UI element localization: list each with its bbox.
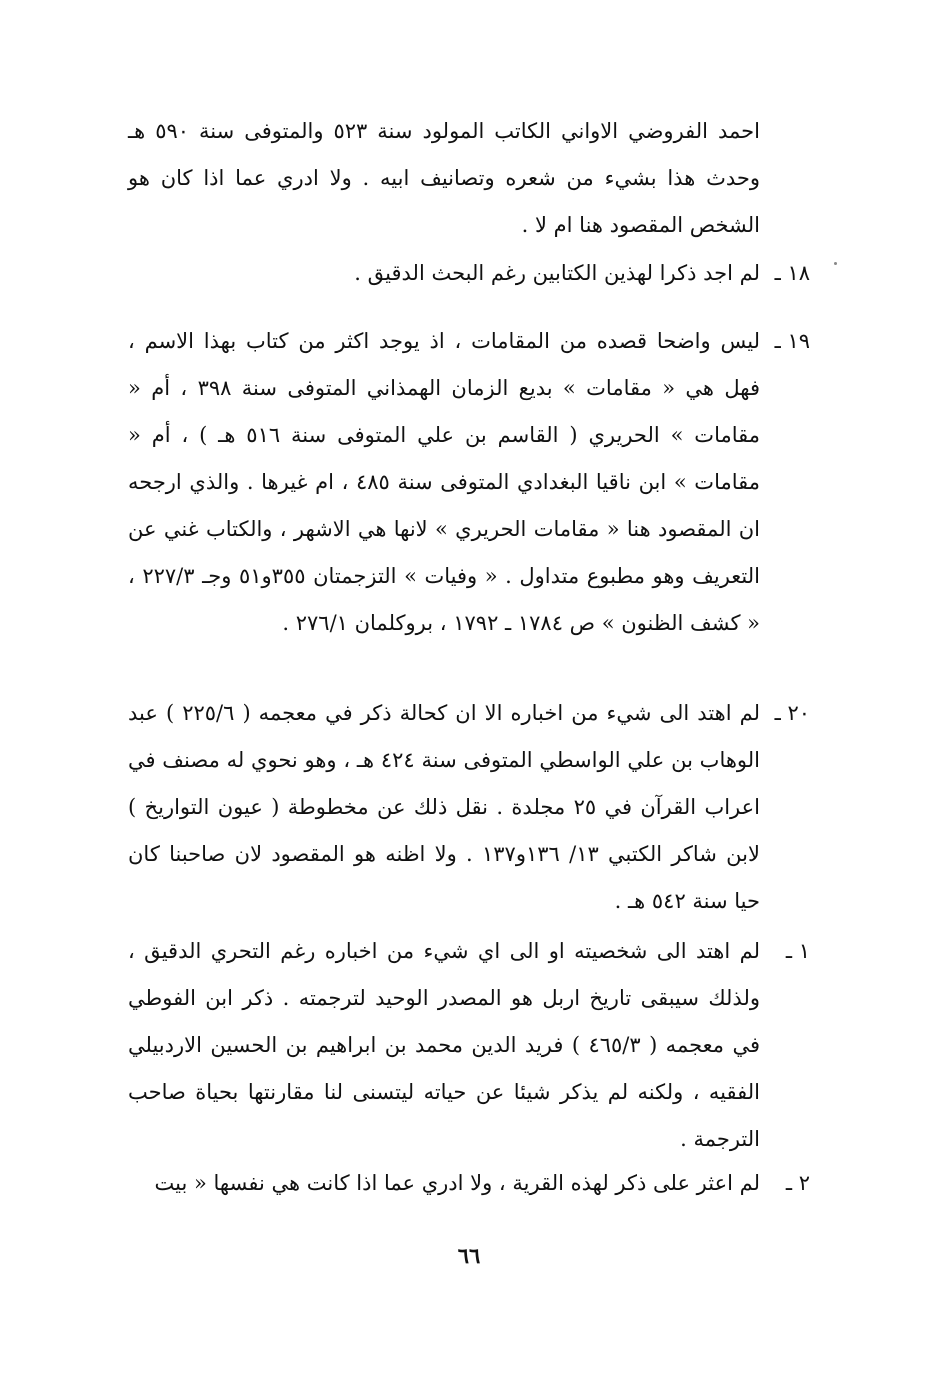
footnote-number: ٢ ـ bbox=[785, 1171, 810, 1195]
page-number: ٦٦ bbox=[457, 1243, 481, 1268]
footnote-1 bbox=[128, 928, 810, 1163]
footnote-20 bbox=[128, 690, 810, 925]
footnote-text: لم اهتد الى شيء من اخباره الا ان كحالة ذكر في معجمه ( ٢٢٥/٦ ) عبد الوهاب بن علي الواسطي المتوفى سنة ٤٢٤ هـ ، وهو نحوي له مصنف في اعراب القرآن في ٢٥ مجلدة . نقل ذلك عن مخطوطة ( عيون التواريخ ) لابن شاكر الكتبي ١٣/ ١٣٦و١٣٧ . ولا اظنه هو المقصود لان صاحبنا كان حيا سنة ٥٤٢ هـ . bbox=[128, 701, 761, 913]
footnote-19 bbox=[128, 318, 810, 647]
footnote-text: لم اجد ذكرا لهذين الكتابين رغم البحث الدقيق . bbox=[354, 261, 760, 285]
footnote-text: لم اهتد الى شخصيته او الى اي شيء من اخباره رغم التحري الدقيق ، ولذلك سيبقى تاريخ اربل هو المصدر الوحيد لترجمته . ذكر ابن الفوطي في معجمه ( ٤٦٥/٣ ) فريد الدين محمد بن ابراهيم بن الحسين الاردبيلي الفقيه ، ولكنه لم يذكر شيئا عن حياته ليتسنى لنا مقارنتها بحياة صاحب الترجمة . bbox=[128, 939, 760, 1151]
footnote-number: ١ ـ bbox=[785, 939, 810, 963]
footnote-text: ليس واضحا قصده من المقامات ، اذ يوجد اكثر من كتاب بهذا الاسم ، فهل هي « مقامات » بديع الزمان الهمذاني المتوفى سنة ٣٩٨ ، أم « مقامات » الحريري ( القاسم بن علي المتوفى سنة ٥١٦ هـ ) ، أم « مقامات » ابن ناقيا البغدادي المتوفى سنة ٤٨٥ ، ام غيرها . والذي ارجحه ان المقصود هنا « مقامات الحريري » لانها هي الاشهر ، والكتاب غني عن التعريف وهو مطبوع متداول . « وفيات » التزجمتان ٣٥٥و٥١ وجـ ٢٢٧/٣ ، « كشف الظنون » ص ١٧٨٤ ـ ١٧٩٢ ، بروكلمان ٢٧٦/١ . bbox=[128, 329, 760, 635]
stray-mark bbox=[834, 262, 837, 265]
footnote-number: ١٩ ـ bbox=[774, 329, 810, 353]
footnote-2 bbox=[128, 1160, 810, 1207]
footnote-text: لم اعثر على ذكر لهذه القرية ، ولا ادري عما اذا كانت هي نفسها « بيت bbox=[154, 1171, 760, 1195]
footnote-number: ٢٠ ـ bbox=[774, 701, 810, 725]
footnote-number: ١٨ ـ bbox=[774, 261, 810, 285]
footnote-18 bbox=[128, 250, 810, 297]
continuation-paragraph: احمد الفروضي الاواني الكاتب المولود سنة ٥٢٣ والمتوفى سنة ٥٩٠ هـ وحدث هذا بشيء من شعره وتصانيف ابيه . ولا ادري عما اذا كان هو الشخص المقصود هنا ام لا . bbox=[128, 119, 760, 237]
